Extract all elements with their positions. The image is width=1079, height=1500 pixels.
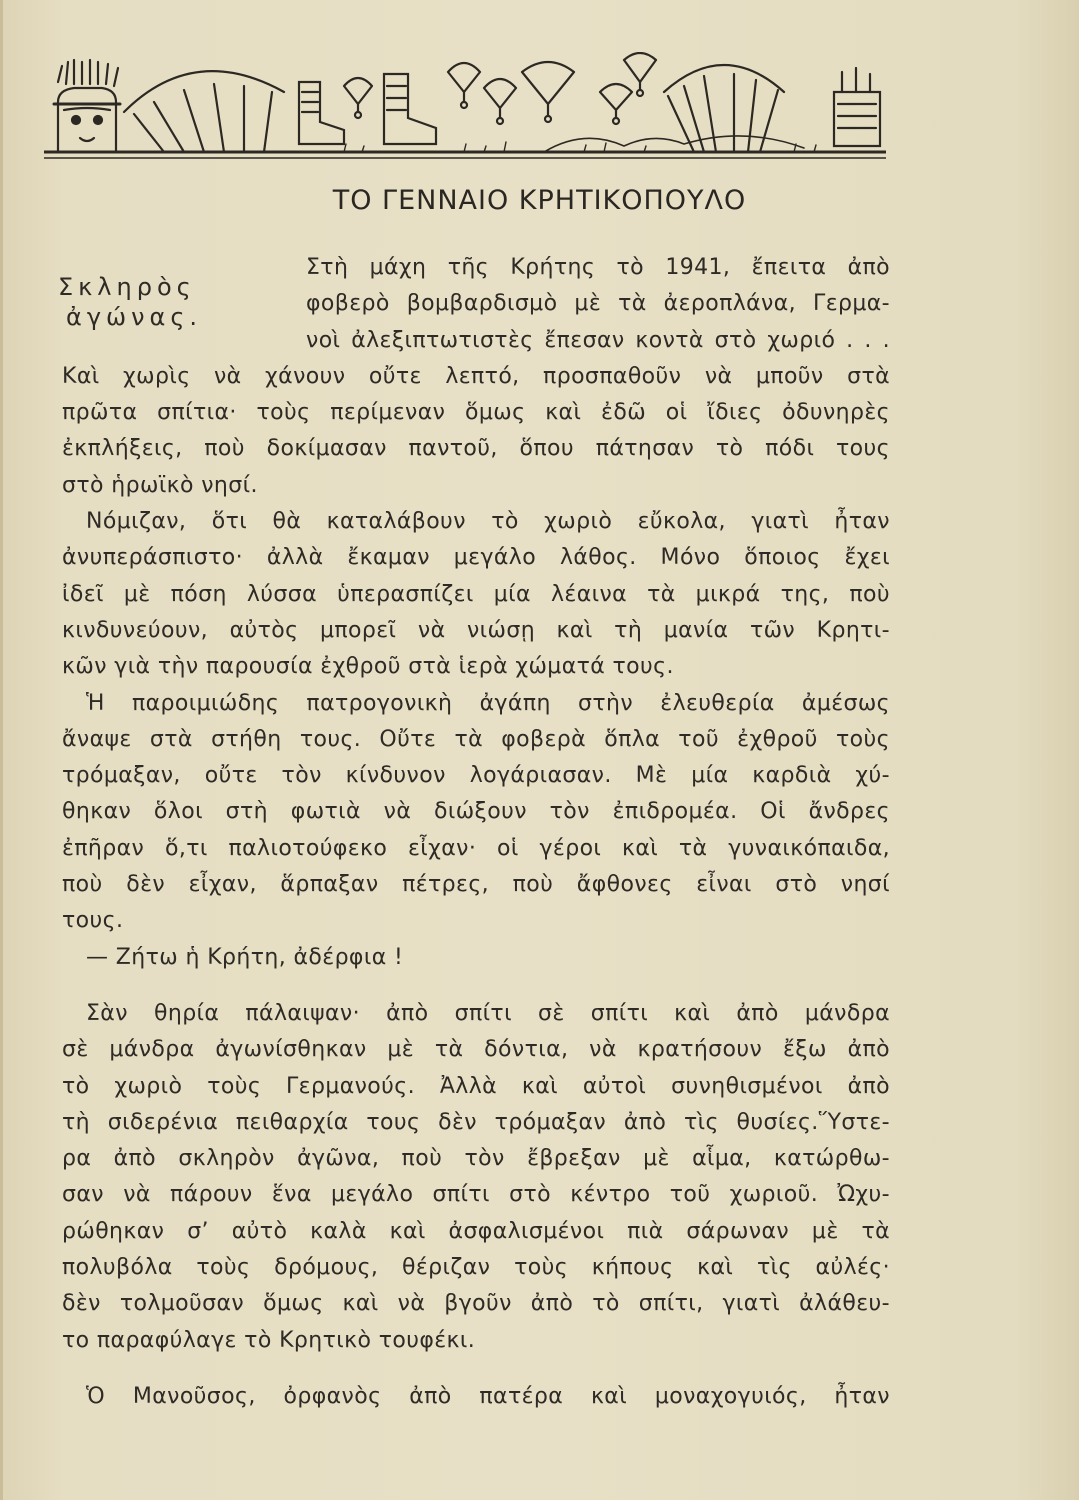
paragraph-gap <box>62 976 890 996</box>
text-line: ἄναψε στὰ στήθη τους. Οὔτε τὰ φοβερὰ ὅπλα τοῦ ἐχθροῦ τοὺς <box>62 726 890 752</box>
text-line: Ὁ Μανοῦσος, ὀρφανὸς ἀπὸ πατέρα καὶ μοναχογυιός, ἦταν <box>86 1383 890 1409</box>
text-line: στὸ ἡρωϊκὸ νησί. <box>62 472 258 498</box>
text-line: Στὴ μάχη τῆς Κρήτης τὸ 1941, ἔπειτα ἀπὸ <box>306 255 890 280</box>
parachute-small-icon <box>522 62 574 122</box>
soldier-head-icon <box>54 60 120 152</box>
page-title: ΤΟ ΓΕΝΝΑΙΟ ΚΡΗΤΙΚΟΠΟΥΛΟ <box>332 185 747 216</box>
text-line: Νόμιζαν, ὅτι θὰ καταλάβουν τὸ χωριὸ εὔκολα, γιατὶ ἦταν <box>86 509 890 535</box>
text-line: το παραφύλαγε τὸ Κρητικὸ τουφέκι. <box>62 1327 476 1353</box>
text-line: Καὶ χωρὶς νὰ χάνουν οὔτε λεπτό, προσπαθοῦν νὰ μποῦν στὰ <box>62 363 890 389</box>
boot-icon <box>299 82 344 144</box>
parachute-large-icon <box>124 71 284 152</box>
text-line: — Ζήτω ἡ Κρήτη, ἀδέρφια ! <box>86 944 404 970</box>
text-line: Σὰν θηρία πάλαιψαν· ἀπὸ σπίτι σὲ σπίτι καὶ ἀπὸ μάνδρα <box>86 1000 890 1026</box>
text-line: τὴ σιδερένια πειθαρχία τους δὲν τρόμαξαν ἀπὸ τὶς θυσίες.Ὕστε- <box>62 1109 890 1135</box>
hills <box>544 136 804 152</box>
margin-note-line: ἀγώνας. <box>66 303 203 331</box>
text-line: θηκαν ὅλοι στὴ φωτιὰ νὰ διώξουν τὸν ἐπιδρομέα. Οἱ ἄνδρες <box>62 799 890 825</box>
paragraph-gap <box>62 1359 890 1379</box>
text-line: ποὺ δὲν εἶχαν, ἅρπαξαν πέτρες, ποὺ ἄφθονες εἶναι στὸ νησί <box>62 872 890 898</box>
text-line: νοὶ ἀλεξιπτωτιστὲς ἔπεσαν κοντὰ στὸ χωριό . . . <box>306 327 890 353</box>
parachute-small-icon <box>448 63 480 108</box>
text-line: φοβερὸ βομβαρδισμὸ μὲ τὰ ἀεροπλάνα, Γερμα- <box>306 291 890 317</box>
text-line: σὲ μάνδρα ἀγωνίσθηκαν μὲ τὰ δόντια, νὰ κρατήσουν ἔξω ἀπὸ <box>62 1037 890 1063</box>
text-line: ἐκπλήξεις, ποὺ δοκίμασαν παντοῦ, ὅπου πάτησαν τὸ πόδι τους <box>62 436 890 462</box>
text-line: ρώθηκαν σ’ αὐτὸ καλὰ καὶ ἀσφαλισμένοι πιὰ σάρωναν μὲ τὰ <box>62 1218 890 1244</box>
text-line: κινδυνεύουν, αὐτὸς μπορεῖ νὰ νιώσῃ καὶ τὴ μανία τῶν Κρητι- <box>62 617 890 643</box>
parachute-large-icon <box>664 65 784 152</box>
text-line: ἰδεῖ μὲ πόση λύσσα ὑπερασπίζει μία λέαινα τὰ μικρά της, ποὺ <box>62 581 890 607</box>
page-edge <box>0 0 3 1500</box>
parachute-small-icon <box>484 79 516 124</box>
parachute-small-icon <box>600 84 632 124</box>
margin-note-line: Σκληρὸς <box>58 273 196 301</box>
body-text <box>62 250 890 1415</box>
text-line: ἐπῆραν ὅ,τι παλιοτούφεκο εἶχαν· οἱ γέροι καὶ τὰ γυναικόπαιδα, <box>62 835 890 861</box>
parachute-small-icon <box>344 78 372 118</box>
text-line: πρῶτα σπίτια· τοὺς περίμεναν ὅμως καὶ ἐδῶ οἱ ἴδιες ὀδυνηρὲς <box>62 400 890 426</box>
text-line: τρόμαξαν, οὔτε τὸν κίνδυνον λογάριασαν. Μὲ μία καρδιὰ χύ- <box>62 763 890 789</box>
text-line: Ἡ παροιμιώδης πατρογονικὴ ἀγάπη στὴν ἐλευθερία ἀμέσως <box>86 690 890 716</box>
paratrooper-banner-illustration <box>44 52 886 168</box>
boot-icon <box>384 74 436 144</box>
text-line: κῶν γιὰ τὴν παρουσία ἐχθροῦ στὰ ἱερὰ χώματά τους. <box>62 654 674 680</box>
text-line: τὸ χωριὸ τοὺς Γερμανούς. Ἀλλὰ καὶ αὐτοὶ συνηθισμένοι ἀπὸ <box>62 1073 890 1099</box>
text-line: ρα ἀπὸ σκληρὸν ἀγῶνα, ποὺ τὸν ἔβρεξαν μὲ αἷμα, κατώρθω- <box>62 1146 890 1172</box>
text-line: σαν νὰ πάρουν ἕνα μεγάλο σπίτι στὸ κέντρο τοῦ χωριοῦ. Ὠχυ- <box>62 1182 890 1208</box>
text-line: δὲν τολμοῦσαν ὅμως καὶ νὰ βγοῦν ἀπὸ τὸ σπίτι, γιατὶ ἀλάθευ- <box>62 1291 890 1317</box>
text-line: ἀνυπεράσπιστο· ἀλλὰ ἔκαμαν μεγάλο λάθος. Μόνο ὅποιος ἔχει <box>62 545 890 571</box>
text-line: πολυβόλα τοὺς δρόμους, θέριζαν τοὺς κήπους καὶ τὶς αὐλές· <box>62 1255 890 1281</box>
boot-icon <box>834 68 880 146</box>
text-line: τους. <box>62 908 124 934</box>
